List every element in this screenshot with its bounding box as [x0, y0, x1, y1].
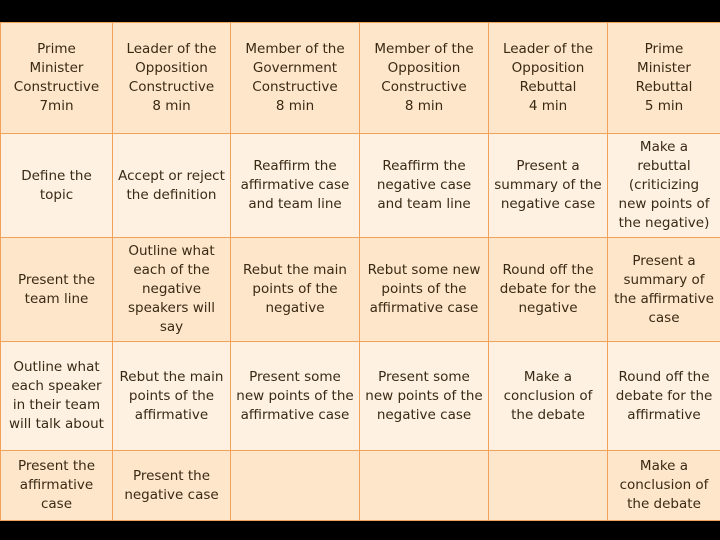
- table-cell: Present the team line: [1, 238, 113, 342]
- header-cell-prime-minister-rebuttal: Prime Minister Rebuttal 5 min: [608, 23, 720, 134]
- table-row: [1, 238, 720, 342]
- table-cell: Outline what each of the negative speakers will say: [113, 238, 231, 342]
- table-cell: Accept or reject the definition: [113, 134, 231, 238]
- header-cell-leader-opposition-constructive: Leader of the Opposition Constructive 8 min: [113, 23, 231, 134]
- table-cell: Reaffirm the negative case and team line: [360, 134, 489, 238]
- table-cell: Present the affirmative case: [1, 451, 113, 521]
- table-cell: Present some new points of the negative case: [360, 342, 489, 451]
- table-cell: Make a conclusion of the debate: [489, 342, 608, 451]
- table-row: [1, 342, 720, 451]
- table-cell-empty: [360, 451, 489, 521]
- table-cell: Rebut the main points of the affirmative: [113, 342, 231, 451]
- table-cell: Outline what each speaker in their team will talk about: [1, 342, 113, 451]
- table-cell: Reaffirm the affirmative case and team line: [231, 134, 360, 238]
- table-cell-empty: [231, 451, 360, 521]
- table-cell: Present a summary of the affirmative case: [608, 238, 720, 342]
- table-cell: Make a rebuttal (criticizing new points of the negative): [608, 134, 720, 238]
- table-cell: Rebut the main points of the negative: [231, 238, 360, 342]
- table-cell: Present some new points of the affirmative case: [231, 342, 360, 451]
- table-cell: Round off the debate for the negative: [489, 238, 608, 342]
- table-cell: Rebut some new points of the affirmative case: [360, 238, 489, 342]
- table-row: [1, 134, 720, 238]
- table-cell: Define the topic: [1, 134, 113, 238]
- header-cell-member-opposition-constructive: Member of the Opposition Constructive 8 min: [360, 23, 489, 134]
- header-cell-leader-opposition-rebuttal: Leader of the Opposition Rebuttal 4 min: [489, 23, 608, 134]
- table-cell: Present the negative case: [113, 451, 231, 521]
- debate-format-table: [0, 22, 720, 521]
- header-cell-prime-minister-constructive: Prime Minister Constructive 7min: [1, 23, 113, 134]
- table-row: [1, 451, 720, 521]
- header-row: [1, 23, 720, 134]
- header-cell-member-government-constructive: Member of the Government Constructive 8 min: [231, 23, 360, 134]
- table-cell: Make a conclusion of the debate: [608, 451, 720, 521]
- table-cell: Present a summary of the negative case: [489, 134, 608, 238]
- table-cell-empty: [489, 451, 608, 521]
- table-cell: Round off the debate for the affirmative: [608, 342, 720, 451]
